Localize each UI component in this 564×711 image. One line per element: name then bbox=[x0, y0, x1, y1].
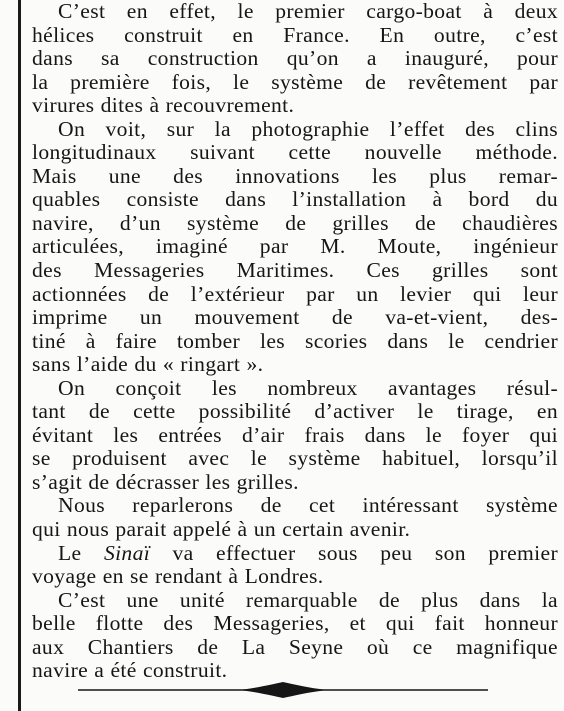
text-line: navire, d’un système de grilles de chaudières bbox=[32, 211, 558, 235]
text-line: On conçoit les nombreux avantages résul- bbox=[58, 376, 558, 400]
text-line: se produisent avec le système habituel, lorsqu’il bbox=[32, 447, 558, 471]
text-line: belle flotte des Messageries, et qui fait honneur bbox=[32, 612, 558, 636]
paragraph-4 bbox=[32, 494, 558, 541]
text-line: sans l’aide du « ringart ». bbox=[32, 353, 264, 377]
text-line: longitudinaux suivant cette nouvelle méthode. bbox=[32, 141, 558, 165]
paragraph-6 bbox=[32, 589, 558, 683]
section-end-ornament bbox=[78, 678, 488, 702]
ornament-diamond bbox=[238, 682, 328, 698]
text-line: hélices construit en France. En outre, c’est bbox=[32, 23, 558, 47]
paragraph-1 bbox=[32, 0, 558, 118]
text-line: des Messageries Maritimes. Ces grilles sont bbox=[32, 259, 558, 283]
text-line: On voit, sur la photographie l’effet des clins bbox=[58, 117, 558, 141]
text-line: la première fois, le système de revêtement par bbox=[32, 70, 558, 94]
text-line: navire a été construit. bbox=[32, 659, 228, 683]
text-run: va effectuer sous peu son premier bbox=[150, 541, 558, 565]
text-run: Le bbox=[58, 541, 104, 565]
article-column bbox=[32, 0, 558, 683]
text-line: évitant les entrées d’air frais dans le foyer qui bbox=[32, 423, 558, 447]
text-line: qui nous parait appelé à un certain avenir. bbox=[32, 518, 411, 542]
text-line: voyage en se rendant à Londres. bbox=[32, 565, 324, 589]
text-line: Mais une des innovations les plus remar- bbox=[32, 164, 558, 188]
text-line: imprime un mouvement de va-et-vient, des- bbox=[32, 306, 558, 330]
paragraph-5 bbox=[32, 542, 558, 589]
text-line: actionnées de l’extérieur par un levier qui leur bbox=[32, 282, 558, 306]
text-line: tiné à faire tomber les scories dans le cendrier bbox=[32, 329, 558, 353]
text-line: C’est en effet, le premier cargo-boat à deux bbox=[58, 0, 558, 23]
ship-name: Sinaï bbox=[103, 541, 151, 565]
column-rule bbox=[18, 0, 21, 711]
text-line: dans sa construction qu’on a inauguré, pour bbox=[32, 47, 558, 71]
text-line: C’est une unité remarquable de plus dans la bbox=[58, 588, 558, 612]
text-line: s’agit de décrasser les grilles. bbox=[32, 470, 299, 494]
paragraph-3 bbox=[32, 377, 558, 495]
text-line: quables consiste dans l’installation à bord du bbox=[32, 188, 558, 212]
text-line: tant de cette possibilité d’activer le tirage, en bbox=[32, 400, 558, 424]
text-line: aux Chantiers de La Seyne où ce magnifique bbox=[32, 635, 558, 659]
paragraph-2 bbox=[32, 118, 558, 377]
text-line: articulées, imaginé par M. Moute, ingénieur bbox=[32, 235, 558, 259]
text-line: virures dites à recouvrement. bbox=[32, 94, 295, 118]
text-line bbox=[32, 542, 558, 566]
text-line: Nous reparlerons de cet intéressant système bbox=[58, 494, 558, 518]
